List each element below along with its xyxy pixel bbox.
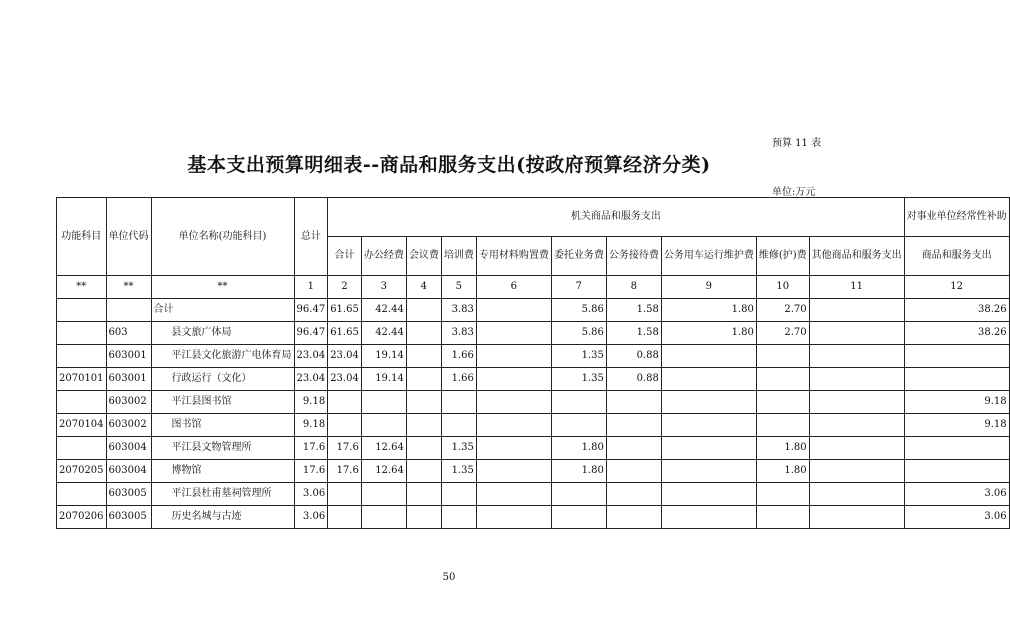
header-col: 其他商品和服务支出 [809,237,904,276]
table-row [57,299,1010,322]
subject-cell: 2070104 [57,414,107,437]
header-col: 公务用车运行维护费 [661,237,756,276]
amount-cell [904,345,1009,368]
amount-cell: 19.14 [361,345,406,368]
amount-cell: 17.6 [328,437,362,460]
unit-code-cell: 603004 [106,460,151,483]
amount-cell: 23.04 [328,368,362,391]
amount-cell [406,414,441,437]
amount-cell: 12.64 [361,437,406,460]
amount-cell [406,322,441,345]
amount-cell: 9.18 [904,391,1009,414]
amount-cell: 3.06 [904,506,1009,529]
amount-cell: 0.88 [606,345,661,368]
amount-cell [361,414,406,437]
header-total: 总计 [294,198,328,276]
unit-name-cell: 平江县文物管理所 [151,437,294,460]
amount-cell [661,368,756,391]
amount-cell [756,483,809,506]
amount-cell [809,437,904,460]
amount-cell [551,414,606,437]
amount-cell [661,506,756,529]
index-cell: 1 [294,276,328,299]
amount-cell [756,345,809,368]
amount-cell [441,391,476,414]
total-cell: 17.6 [294,437,328,460]
unit-code-cell: 603002 [106,391,151,414]
total-cell: 96.47 [294,322,328,345]
amount-cell: 1.80 [551,437,606,460]
amount-cell [809,322,904,345]
table-row [57,506,1010,529]
index-cell: 3 [361,276,406,299]
index-cell: 5 [441,276,476,299]
amount-cell [476,460,551,483]
amount-cell [809,414,904,437]
amount-cell: 1.35 [441,437,476,460]
amount-cell [406,483,441,506]
amount-cell [809,368,904,391]
amount-cell [406,437,441,460]
unit-code-cell: 603002 [106,414,151,437]
amount-cell: 0.88 [606,368,661,391]
unit-name-cell: 图书馆 [151,414,294,437]
amount-cell [476,299,551,322]
total-cell: 3.06 [294,506,328,529]
table-row [57,437,1010,460]
amount-cell [406,460,441,483]
unit-name-cell: 行政运行（文化） [151,368,294,391]
amount-cell [476,391,551,414]
total-cell: 23.04 [294,368,328,391]
index-cell: 6 [476,276,551,299]
amount-cell [551,391,606,414]
unit-name-cell: 平江县文化旅游广电体育局 [151,345,294,368]
amount-cell [476,437,551,460]
amount-cell [756,506,809,529]
subject-cell [57,322,107,345]
amount-cell [406,299,441,322]
amount-cell: 19.14 [361,368,406,391]
amount-cell [361,483,406,506]
amount-cell [406,506,441,529]
subject-cell [57,391,107,414]
unit-name-cell: 平江县杜甫墓祠管理所 [151,483,294,506]
header-col: 维修(护)费 [756,237,809,276]
amount-cell [606,414,661,437]
page-title: 基本支出预算明细表--商品和服务支出(按政府预算经济分类) [187,154,711,176]
unit-name-cell: 博物馆 [151,460,294,483]
table-row [57,483,1010,506]
total-cell: 9.18 [294,414,328,437]
subject-cell [57,483,107,506]
subject-cell: 2070101 [57,368,107,391]
header-col: 商品和服务支出 [904,237,1009,276]
amount-cell [328,391,362,414]
unit-code-cell: 603004 [106,437,151,460]
amount-cell [809,299,904,322]
amount-cell: 23.04 [328,345,362,368]
amount-cell: 1.66 [441,368,476,391]
index-row [57,276,1010,299]
amount-cell [756,368,809,391]
subject-cell [57,345,107,368]
amount-cell [661,345,756,368]
amount-cell: 1.66 [441,345,476,368]
amount-cell [406,368,441,391]
index-cell: 7 [551,276,606,299]
amount-cell [406,345,441,368]
amount-cell [809,483,904,506]
amount-cell: 38.26 [904,299,1009,322]
amount-cell [606,391,661,414]
table-row [57,414,1010,437]
index-cell: 9 [661,276,756,299]
header-group-subsidy: 对事业单位经常性补助 [904,198,1009,237]
amount-cell: 1.80 [661,299,756,322]
amount-cell [361,391,406,414]
unit-name-cell: 县文旅广体局 [151,322,294,345]
amount-cell: 1.58 [606,322,661,345]
amount-cell [328,506,362,529]
amount-cell [551,506,606,529]
index-cell: 2 [328,276,362,299]
amount-cell: 2.70 [756,322,809,345]
amount-cell [476,506,551,529]
amount-cell: 1.80 [551,460,606,483]
amount-cell: 1.35 [551,345,606,368]
amount-cell: 42.44 [361,322,406,345]
header-subject: 功能科目 [57,198,107,276]
amount-cell [551,483,606,506]
page-number: 50 [442,572,456,583]
amount-cell [661,414,756,437]
header-col: 专用材料购置费 [476,237,551,276]
unit-label: 单位:万元 [772,187,816,198]
table-row [57,345,1010,368]
amount-cell: 5.86 [551,322,606,345]
budget-table [56,197,1010,529]
amount-cell [661,391,756,414]
index-cell: 8 [606,276,661,299]
amount-cell: 3.83 [441,322,476,345]
amount-cell: 38.26 [904,322,1009,345]
amount-cell [476,368,551,391]
amount-cell: 9.18 [904,414,1009,437]
total-cell: 3.06 [294,483,328,506]
amount-cell [904,437,1009,460]
amount-cell: 3.83 [441,299,476,322]
unit-code-cell [106,299,151,322]
header-group-org: 机关商品和服务支出 [328,198,904,237]
amount-cell: 1.80 [756,437,809,460]
amount-cell [606,437,661,460]
header-col: 会议费 [406,237,441,276]
data-rows [57,299,1010,529]
unit-name-cell: 历史名城与古迹 [151,506,294,529]
amount-cell [756,414,809,437]
amount-cell [328,483,362,506]
amount-cell: 1.35 [551,368,606,391]
amount-cell [328,414,362,437]
header-col: 培训费 [441,237,476,276]
amount-cell: 3.06 [904,483,1009,506]
table-row [57,368,1010,391]
index-cell: 11 [809,276,904,299]
index-cell: 4 [406,276,441,299]
amount-cell [606,506,661,529]
amount-cell [809,391,904,414]
amount-cell: 12.64 [361,460,406,483]
amount-cell [476,414,551,437]
total-cell: 17.6 [294,460,328,483]
header-col: 委托业务费 [551,237,606,276]
table-row [57,322,1010,345]
amount-cell: 1.58 [606,299,661,322]
index-cell: 10 [756,276,809,299]
unit-code-cell: 603001 [106,345,151,368]
subject-cell: 2070206 [57,506,107,529]
amount-cell [661,483,756,506]
amount-cell [809,345,904,368]
index-cell: ** [151,276,294,299]
total-cell: 23.04 [294,345,328,368]
amount-cell [441,414,476,437]
amount-cell [606,460,661,483]
amount-cell [904,460,1009,483]
unit-code-cell: 603005 [106,483,151,506]
unit-name-cell: 合计 [151,299,294,322]
amount-cell [441,506,476,529]
amount-cell [476,345,551,368]
amount-cell: 42.44 [361,299,406,322]
header-col: 办公经费 [361,237,406,276]
total-cell: 96.47 [294,299,328,322]
amount-cell [476,322,551,345]
unit-code-cell: 603 [106,322,151,345]
amount-cell: 1.80 [756,460,809,483]
subject-cell [57,437,107,460]
amount-cell [441,483,476,506]
unit-code-cell: 603005 [106,506,151,529]
amount-cell [756,391,809,414]
amount-cell: 1.35 [441,460,476,483]
amount-cell: 5.86 [551,299,606,322]
amount-cell [661,460,756,483]
table-row [57,460,1010,483]
amount-cell [809,460,904,483]
header-unit-code: 单位代码 [106,198,151,276]
table-number: 预算 11 表 [772,138,822,149]
header-col: 合计 [328,237,362,276]
amount-cell: 61.65 [328,322,362,345]
total-cell: 9.18 [294,391,328,414]
amount-cell: 17.6 [328,460,362,483]
header-row-1 [57,198,1010,237]
amount-cell [476,483,551,506]
unit-code-cell: 603001 [106,368,151,391]
unit-name-cell: 平江县图书馆 [151,391,294,414]
table-row [57,391,1010,414]
amount-cell [809,506,904,529]
amount-cell [661,437,756,460]
amount-cell [406,391,441,414]
amount-cell: 2.70 [756,299,809,322]
amount-cell [361,506,406,529]
index-cell: 12 [904,276,1009,299]
subject-cell: 2070205 [57,460,107,483]
header-col: 公务接待费 [606,237,661,276]
amount-cell: 1.80 [661,322,756,345]
subject-cell [57,299,107,322]
amount-cell [606,483,661,506]
amount-cell [904,368,1009,391]
amount-cell: 61.65 [328,299,362,322]
index-cell: ** [106,276,151,299]
header-unit-name: 单位名称(功能科目) [151,198,294,276]
index-cell: ** [57,276,107,299]
